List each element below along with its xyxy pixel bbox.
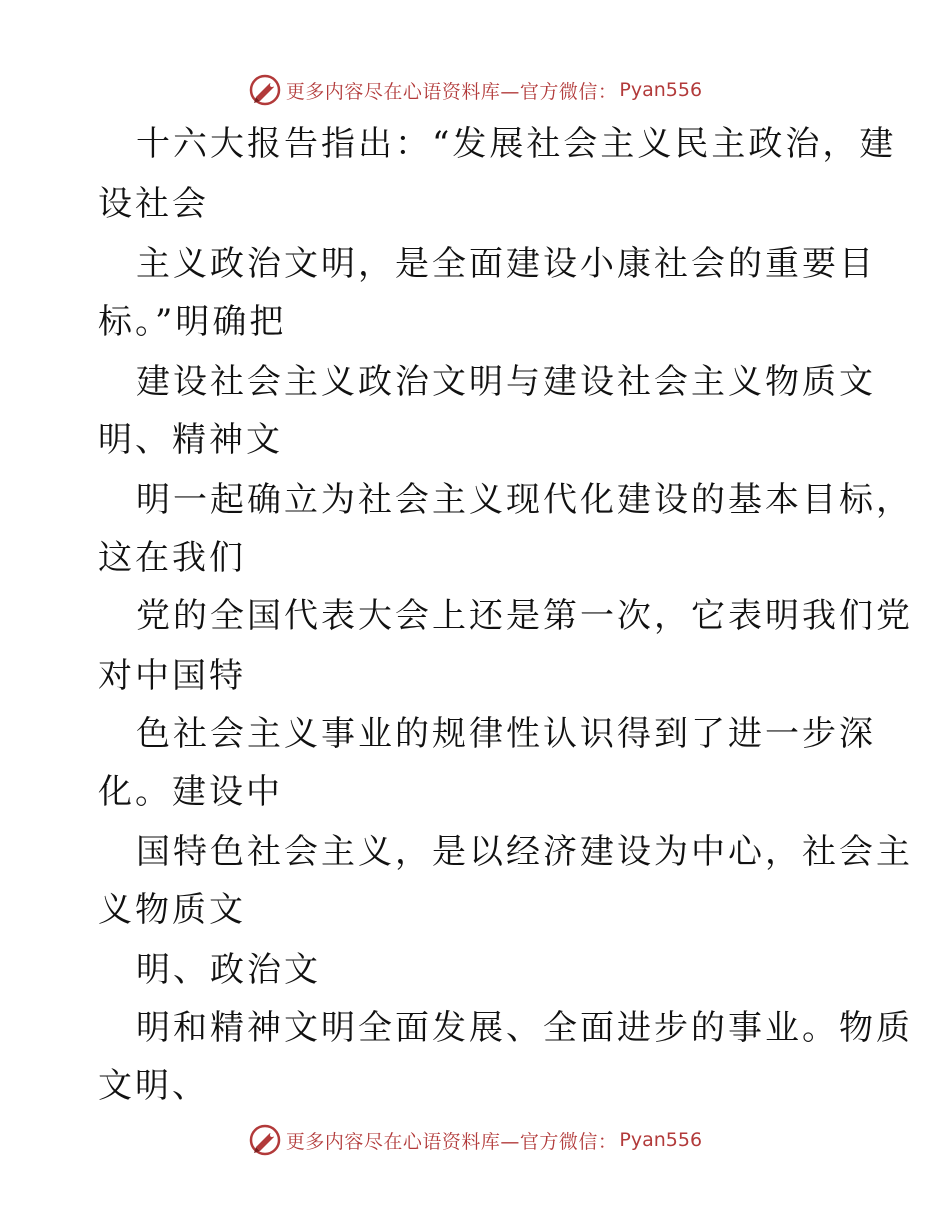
pen-logo-icon	[248, 73, 282, 107]
watermark-text: 更多内容尽在心语资料库—官方微信：	[285, 80, 618, 103]
text-line: 十六大报告指出：“发展社会主义民主政治，建	[136, 124, 897, 164]
text-line: 化。建设中	[98, 772, 283, 812]
watermark-header	[0, 72, 950, 108]
text-line: 明和精神文明全面发展、全面进步的事业。物质	[136, 1008, 913, 1048]
text-line: 党的全国代表大会上还是第一次，它表明我们党	[136, 596, 913, 636]
text-line: 主义政治文明，是全面建设小康社会的重要目	[136, 244, 876, 284]
text-line: 这在我们	[98, 538, 246, 578]
text-line: 设社会	[98, 184, 209, 224]
text-line: 明一起确立为社会主义现代化建设的基本目标，	[136, 480, 913, 520]
watermark-text: 更多内容尽在心语资料库—官方微信：	[285, 1130, 618, 1153]
text-line: 国特色社会主义，是以经济建设为中心，社会主	[136, 832, 913, 872]
text-line: 建设社会主义政治文明与建设社会主义物质文	[136, 362, 876, 402]
watermark-id: Pyan556	[619, 79, 703, 101]
watermark-id: Pyan556	[619, 1129, 703, 1151]
text-line: 色社会主义事业的规律性认识得到了进一步深	[136, 714, 876, 754]
pen-logo-icon	[248, 1123, 282, 1157]
text-line: 明、政治文	[136, 950, 321, 990]
text-line: 义物质文	[98, 890, 246, 930]
text-line: 对中国特	[98, 656, 246, 696]
text-line: 文明、	[98, 1066, 209, 1106]
text-line: 明、精神文	[98, 420, 283, 460]
text-line: 标。”明确把	[98, 302, 287, 342]
watermark-footer	[0, 1122, 950, 1158]
